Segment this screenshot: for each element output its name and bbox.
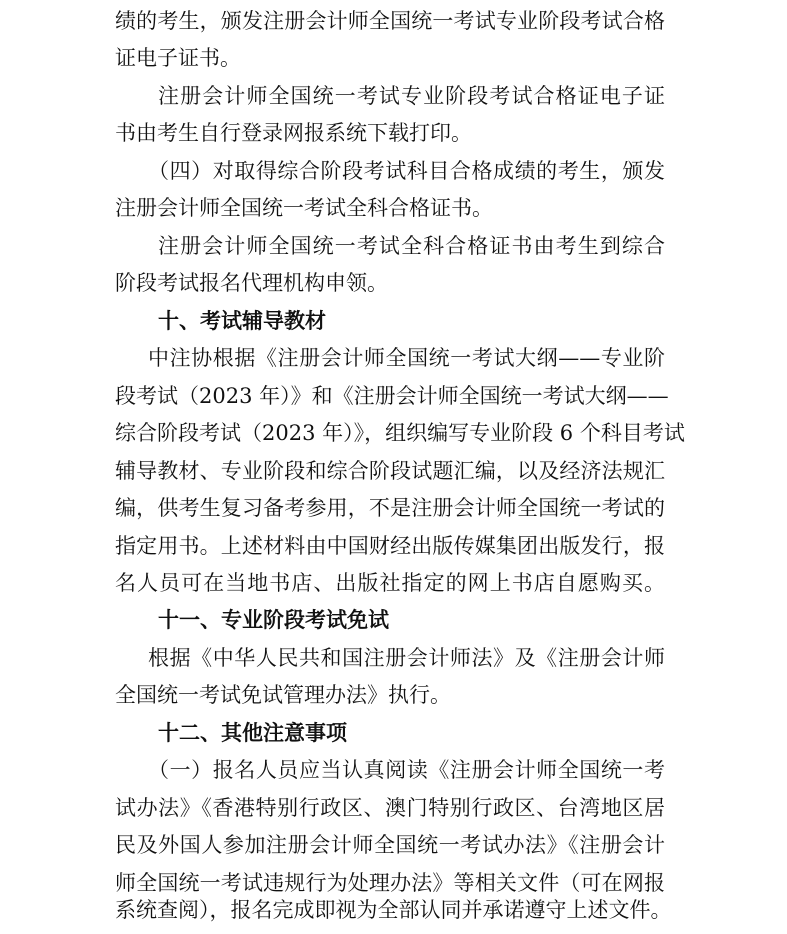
- paragraph-first-line: 注册会计师全国统一考试全科合格证书由考生到综合: [158, 234, 665, 258]
- text-line: 名人员可在当地书店、出版社指定的网上书店自愿购买。: [115, 571, 665, 595]
- paragraph-first-line: 中注协根据《注册会计师全国统一考试大纲——专业阶: [148, 346, 665, 370]
- text-line: 书由考生自行登录网报系统下载打印。: [115, 121, 472, 145]
- text-line: 段考试（2023 年）》和《注册会计师全国统一考试大纲——: [115, 384, 669, 408]
- text-line: 注册会计师全国统一考试全科合格证书。: [115, 196, 493, 220]
- text-line: 辅导教材、专业阶段和综合阶段试题汇编，以及经济法规汇: [115, 459, 665, 483]
- text-line: 系统查阅），报名完成即视为全部认同并承诺遵守上述文件。: [115, 898, 672, 922]
- paragraph-first-line: 根据《中华人民共和国注册会计师法》及《注册会计师: [148, 646, 665, 670]
- text-line: 综合阶段考试（2023 年）》，组织编写专业阶段 6 个科目考试: [115, 421, 685, 445]
- text-line: 试办法》《香港特别行政区、澳门特别行政区、台湾地区居: [115, 796, 665, 820]
- paragraph-first-line: 注册会计师全国统一考试专业阶段考试合格证电子证: [158, 84, 665, 108]
- text-line: 阶段考试报名代理机构申领。: [115, 271, 388, 295]
- paragraph-first-line: （一）报名人员应当认真阅读《注册会计师全国统一考: [148, 758, 665, 782]
- section-heading-10: 十、考试辅导教材: [158, 309, 326, 333]
- text-line: 编，供考生复习备考参用，不是注册会计师全国统一考试的: [115, 496, 665, 520]
- text-line: 绩的考生，颁发注册会计师全国统一考试专业阶段考试合格: [115, 9, 665, 33]
- text-line: 全国统一考试免试管理办法》执行。: [115, 683, 451, 707]
- text-line: 证电子证书。: [115, 46, 241, 70]
- paragraph-first-line: （四）对取得综合阶段考试科目合格成绩的考生，颁发: [148, 159, 665, 183]
- text-line: 民及外国人参加注册会计师全国统一考试办法》《注册会计: [115, 833, 665, 857]
- text-line: 指定用书。上述材料由中国财经出版传媒集团出版发行，报: [115, 534, 665, 558]
- section-heading-12: 十二、其他注意事项: [158, 721, 347, 745]
- section-heading-11: 十一、专业阶段考试免试: [158, 608, 389, 632]
- text-line: 师全国统一考试违规行为处理办法》等相关文件（可在网报: [115, 871, 665, 895]
